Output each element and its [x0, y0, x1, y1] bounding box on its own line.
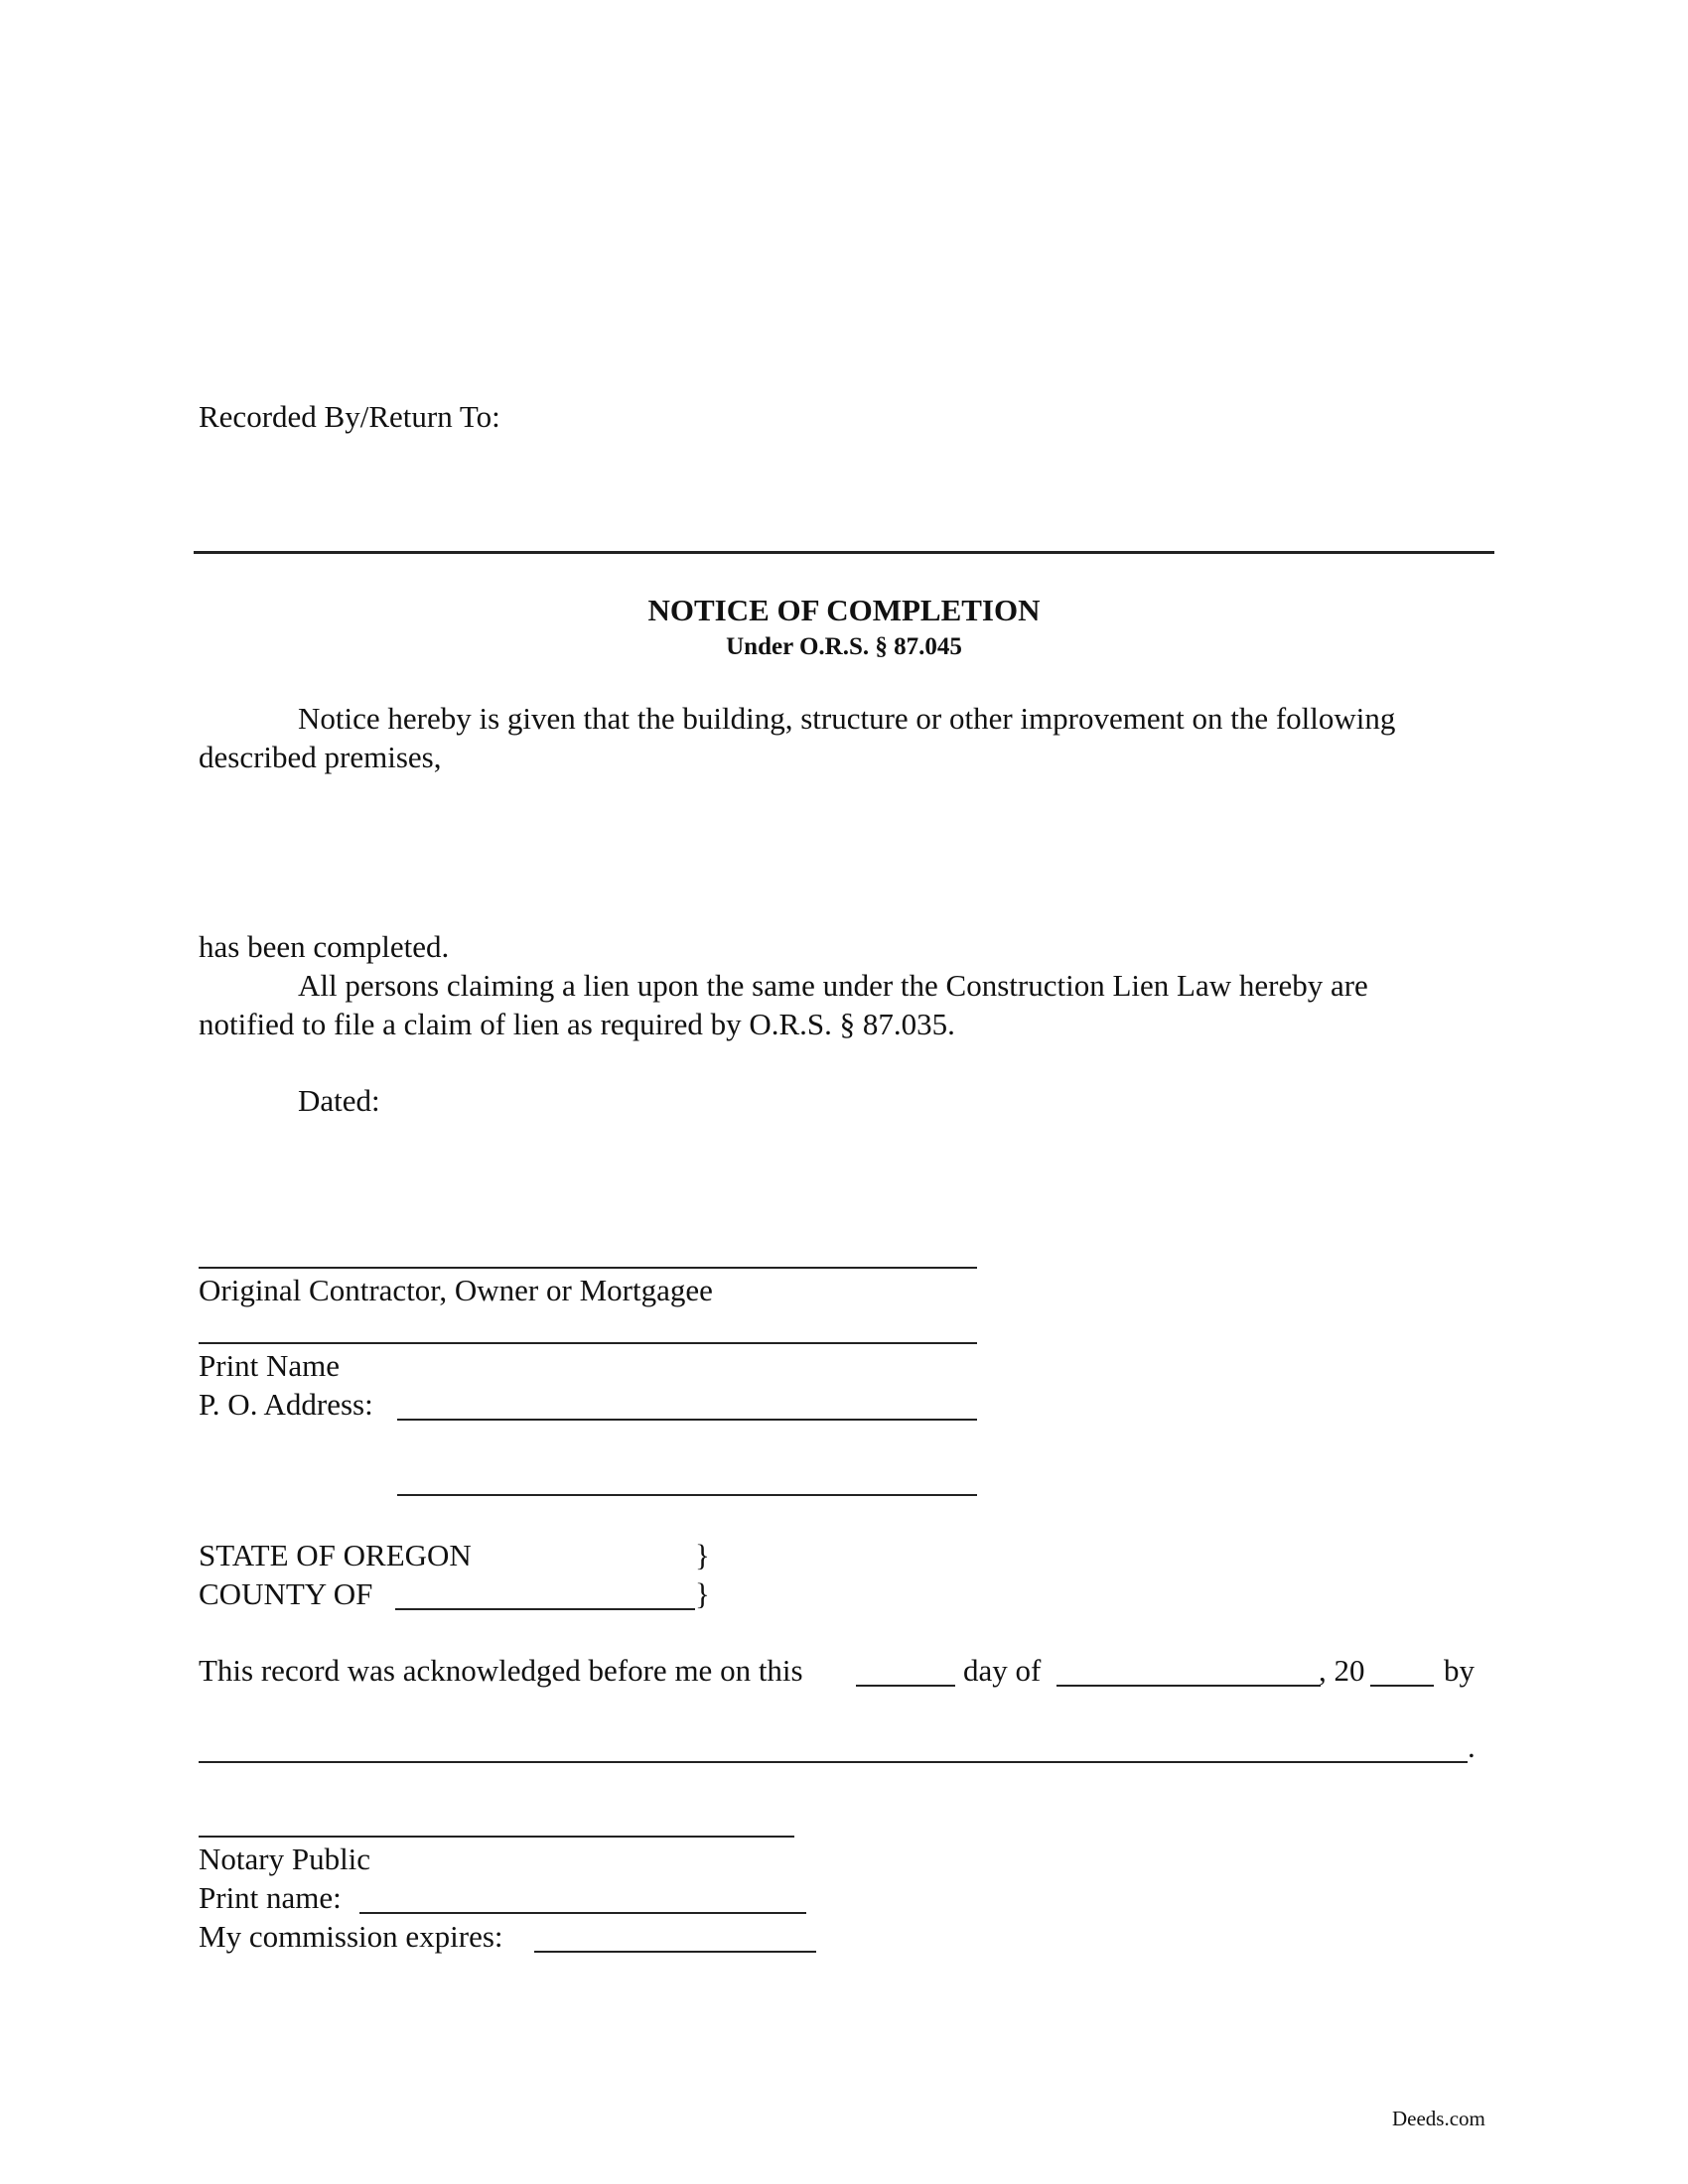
dated-label: Dated:	[298, 1083, 380, 1118]
address-line-2[interactable]	[397, 1494, 977, 1496]
notary-print-name-line[interactable]	[359, 1912, 806, 1914]
address-label: P. O. Address:	[199, 1387, 373, 1422]
ack-person-line[interactable]	[199, 1761, 1468, 1763]
completed-text: has been completed.	[199, 929, 450, 964]
claim-text-line1: All persons claiming a lien upon the same under the Construction Lien Law hereby are	[298, 968, 1368, 1003]
document-title: NOTICE OF COMPLETION	[647, 593, 1041, 627]
notary-signature-line[interactable]	[199, 1836, 794, 1838]
acknowledgment-text: This record was acknowledged before me on this	[199, 1653, 803, 1688]
ack-month-line[interactable]	[1056, 1685, 1321, 1687]
header-divider	[194, 551, 1494, 554]
ack-by-text: by	[1444, 1653, 1475, 1688]
notary-commission-line[interactable]	[534, 1951, 816, 1953]
claim-text-line2: notified to file a claim of lien as required by O.R.S. § 87.035.	[199, 1007, 955, 1041]
signer-role-label: Original Contractor, Owner or Mortgagee	[199, 1273, 713, 1307]
document-subtitle: Under O.R.S. § 87.045	[726, 633, 962, 660]
notice-text-line1: Notice hereby is given that the building, structure or other improvement on the following	[298, 701, 1396, 736]
address-line-1[interactable]	[397, 1419, 977, 1421]
recorded-by-label: Recorded By/Return To:	[199, 399, 500, 434]
print-name-label: Print Name	[199, 1348, 341, 1383]
county-line[interactable]	[395, 1608, 695, 1610]
ack-year-prefix: , 20	[1319, 1653, 1365, 1688]
ack-period: .	[1468, 1729, 1476, 1764]
signature-line[interactable]	[199, 1267, 977, 1269]
venue-brace-top: }	[695, 1538, 710, 1572]
notice-text-line2: described premises,	[199, 740, 442, 774]
print-name-line[interactable]	[199, 1342, 977, 1344]
state-label: STATE OF OREGON	[199, 1538, 472, 1572]
ack-day-line[interactable]	[856, 1685, 955, 1687]
footer-brand: Deeds.com	[1392, 2107, 1485, 2130]
notary-title: Notary Public	[199, 1842, 371, 1876]
notary-commission-label: My commission expires:	[199, 1919, 503, 1954]
ack-year-line[interactable]	[1370, 1685, 1434, 1687]
county-label: COUNTY OF	[199, 1576, 373, 1611]
notary-print-name-label: Print name:	[199, 1880, 342, 1915]
venue-brace-bottom: }	[695, 1576, 710, 1611]
ack-day-of-text: day of	[963, 1653, 1042, 1688]
